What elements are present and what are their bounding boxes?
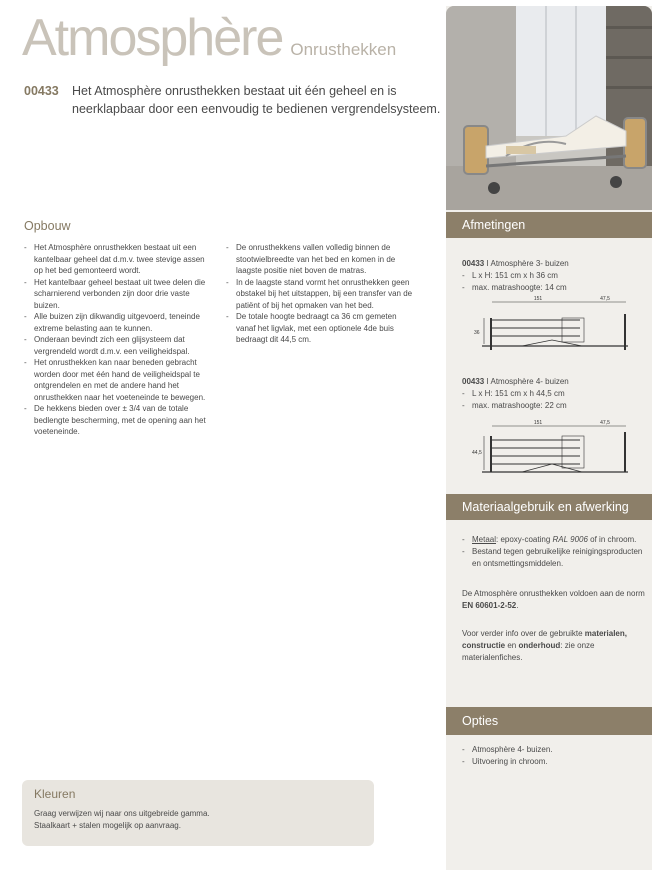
opties-list: [462, 744, 648, 768]
kleuren-heading: Kleuren: [34, 787, 76, 801]
opbouw-left-item: - Alle buizen zijn dikwandig uitgevoerd, teneinde extreme belasting aan te kunnen.: [24, 311, 212, 334]
variant-2-name: I Atmosphère 4- buizen: [486, 377, 569, 386]
kleuren-line-1: Graag verwijzen wij naar ons uitgebreide gamma.: [34, 809, 210, 818]
intro: [24, 82, 441, 116]
opbouw-left-item: - Onderaan bevindt zich een glijsysteem dat vergrendeld wordt d.m.v. een veiligheidspal.: [24, 334, 212, 357]
dimension-diagram-3-tubes: [462, 296, 634, 358]
product-code: 00433: [24, 84, 59, 98]
variant-2-item: - max. matrashoogte: 22 cm: [462, 400, 642, 412]
variant-2-item: - L x H: 151 cm x h 44,5 cm: [462, 388, 642, 400]
variant-1-item: - L x H: 151 cm x h 36 cm: [462, 270, 642, 282]
opties-heading: Opties: [446, 707, 652, 735]
opties-item: - Uitvoering in chroom.: [462, 756, 648, 768]
materiaal-item-reiniging: - Bestand tegen gebruikelijke reinigingsproducten en ontsmettingsmiddelen.: [462, 546, 648, 570]
variant-2-code: 00433: [462, 377, 485, 386]
metaal-label: Metaal: [472, 535, 497, 544]
opbouw-heading: Opbouw: [24, 219, 71, 233]
info-a: Voor verder info over de gebruikte: [462, 629, 585, 638]
norm-code: EN 60601-2-52: [462, 601, 517, 610]
v2-length-label: 151: [533, 420, 543, 426]
opbouw-left-item: - Het kantelbaar geheel bestaat uit twee delen die scharnierend verbonden zijn door drie vaste buizen.: [24, 277, 212, 312]
bed-photo: [446, 6, 652, 210]
opbouw-right-item: - De totale hoogte bedraagt ca 36 cm gemeten vanaf het ligvlak, met een optionele 4de buis bedraagt dit 44,5 cm.: [226, 311, 416, 346]
variant-1-name: I Atmosphère 3- buizen: [486, 259, 569, 268]
opbouw-right-item: - In de laagste stand vormt het onrusthekken geen obstakel bij het uitstappen, bij een transfer van de patiënt of bij het opmaken van het bed.: [226, 277, 416, 312]
kleuren-text: [34, 808, 210, 832]
info-e: : zie onze materialenfiches.: [462, 641, 595, 662]
norm-text: [462, 588, 648, 612]
v2-end-label: 47,5: [600, 420, 610, 426]
dimension-diagram-4-tubes: [462, 416, 634, 478]
opties-item: - Atmosphère 4- buizen.: [462, 744, 648, 756]
opbouw-left-column: [24, 242, 212, 438]
v1-length-label: 151: [533, 296, 543, 302]
opbouw-right-item: - De onrusthekkens vallen volledig binnen de stootwielbreedte van het bed en komen in de laagste positie niet boven de matras.: [226, 242, 416, 277]
afmetingen-variant-1: [462, 258, 642, 294]
page-title: [22, 8, 396, 68]
kleuren-line-2: Staalkaart + stalen mogelijk op aanvraag.: [34, 821, 181, 830]
opbouw-left-item: - Het onrusthekken kan naar beneden gebracht worden door met één hand de veiligheidspal te ontgrendelen en met de andere hand het onrusthekken naar het voeteneinde te bewegen.: [24, 357, 212, 403]
norm-end: .: [516, 601, 519, 610]
product-name: Atmosphère: [22, 9, 283, 67]
v2-height-label: 44,5: [472, 450, 482, 456]
ral-code: RAL 9006: [552, 535, 588, 544]
info-text: [462, 628, 652, 664]
metaal-text-a: : epoxy-coating: [496, 535, 553, 544]
materiaal-list: [462, 534, 648, 570]
info-b: materialen, constructie: [462, 629, 627, 650]
materiaal-heading: Materiaalgebruik en afwerking: [446, 494, 652, 520]
v1-end-label: 47,5: [600, 296, 610, 302]
info-d: onderhoud: [518, 641, 561, 650]
intro-text: Het Atmosphère onrusthekken bestaat uit één geheel en is neerklapbaar door een eenvoudig te bedienen vergrendelsysteem.: [72, 84, 441, 116]
variant-1-item: - max. matrashoogte: 14 cm: [462, 282, 642, 294]
opbouw-left-item: - De hekkens bieden over ± 3/4 van de totale bedlengte bescherming, met de opening aan het voeteneinde.: [24, 403, 212, 438]
metaal-text-b: of in chroom.: [587, 535, 637, 544]
norm-intro: De Atmosphère onrusthekken voldoen aan de norm: [462, 589, 645, 598]
variant-1-code: 00433: [462, 259, 485, 268]
materiaal-item-metaal: [462, 534, 648, 546]
v1-height-label: 36: [474, 330, 480, 336]
kleuren-box: [22, 780, 374, 846]
afmetingen-heading: Afmetingen: [446, 212, 652, 238]
afmetingen-variant-2: [462, 376, 642, 412]
info-c: en: [505, 641, 519, 650]
opbouw-right-column: [226, 242, 416, 346]
opbouw-left-item: - Het Atmosphère onrusthekken bestaat uit een kantelbaar geheel dat d.m.v. twee stevige assen op het bed gemonteerd wordt.: [24, 242, 212, 277]
product-subtitle: Onrusthekken: [290, 40, 397, 59]
